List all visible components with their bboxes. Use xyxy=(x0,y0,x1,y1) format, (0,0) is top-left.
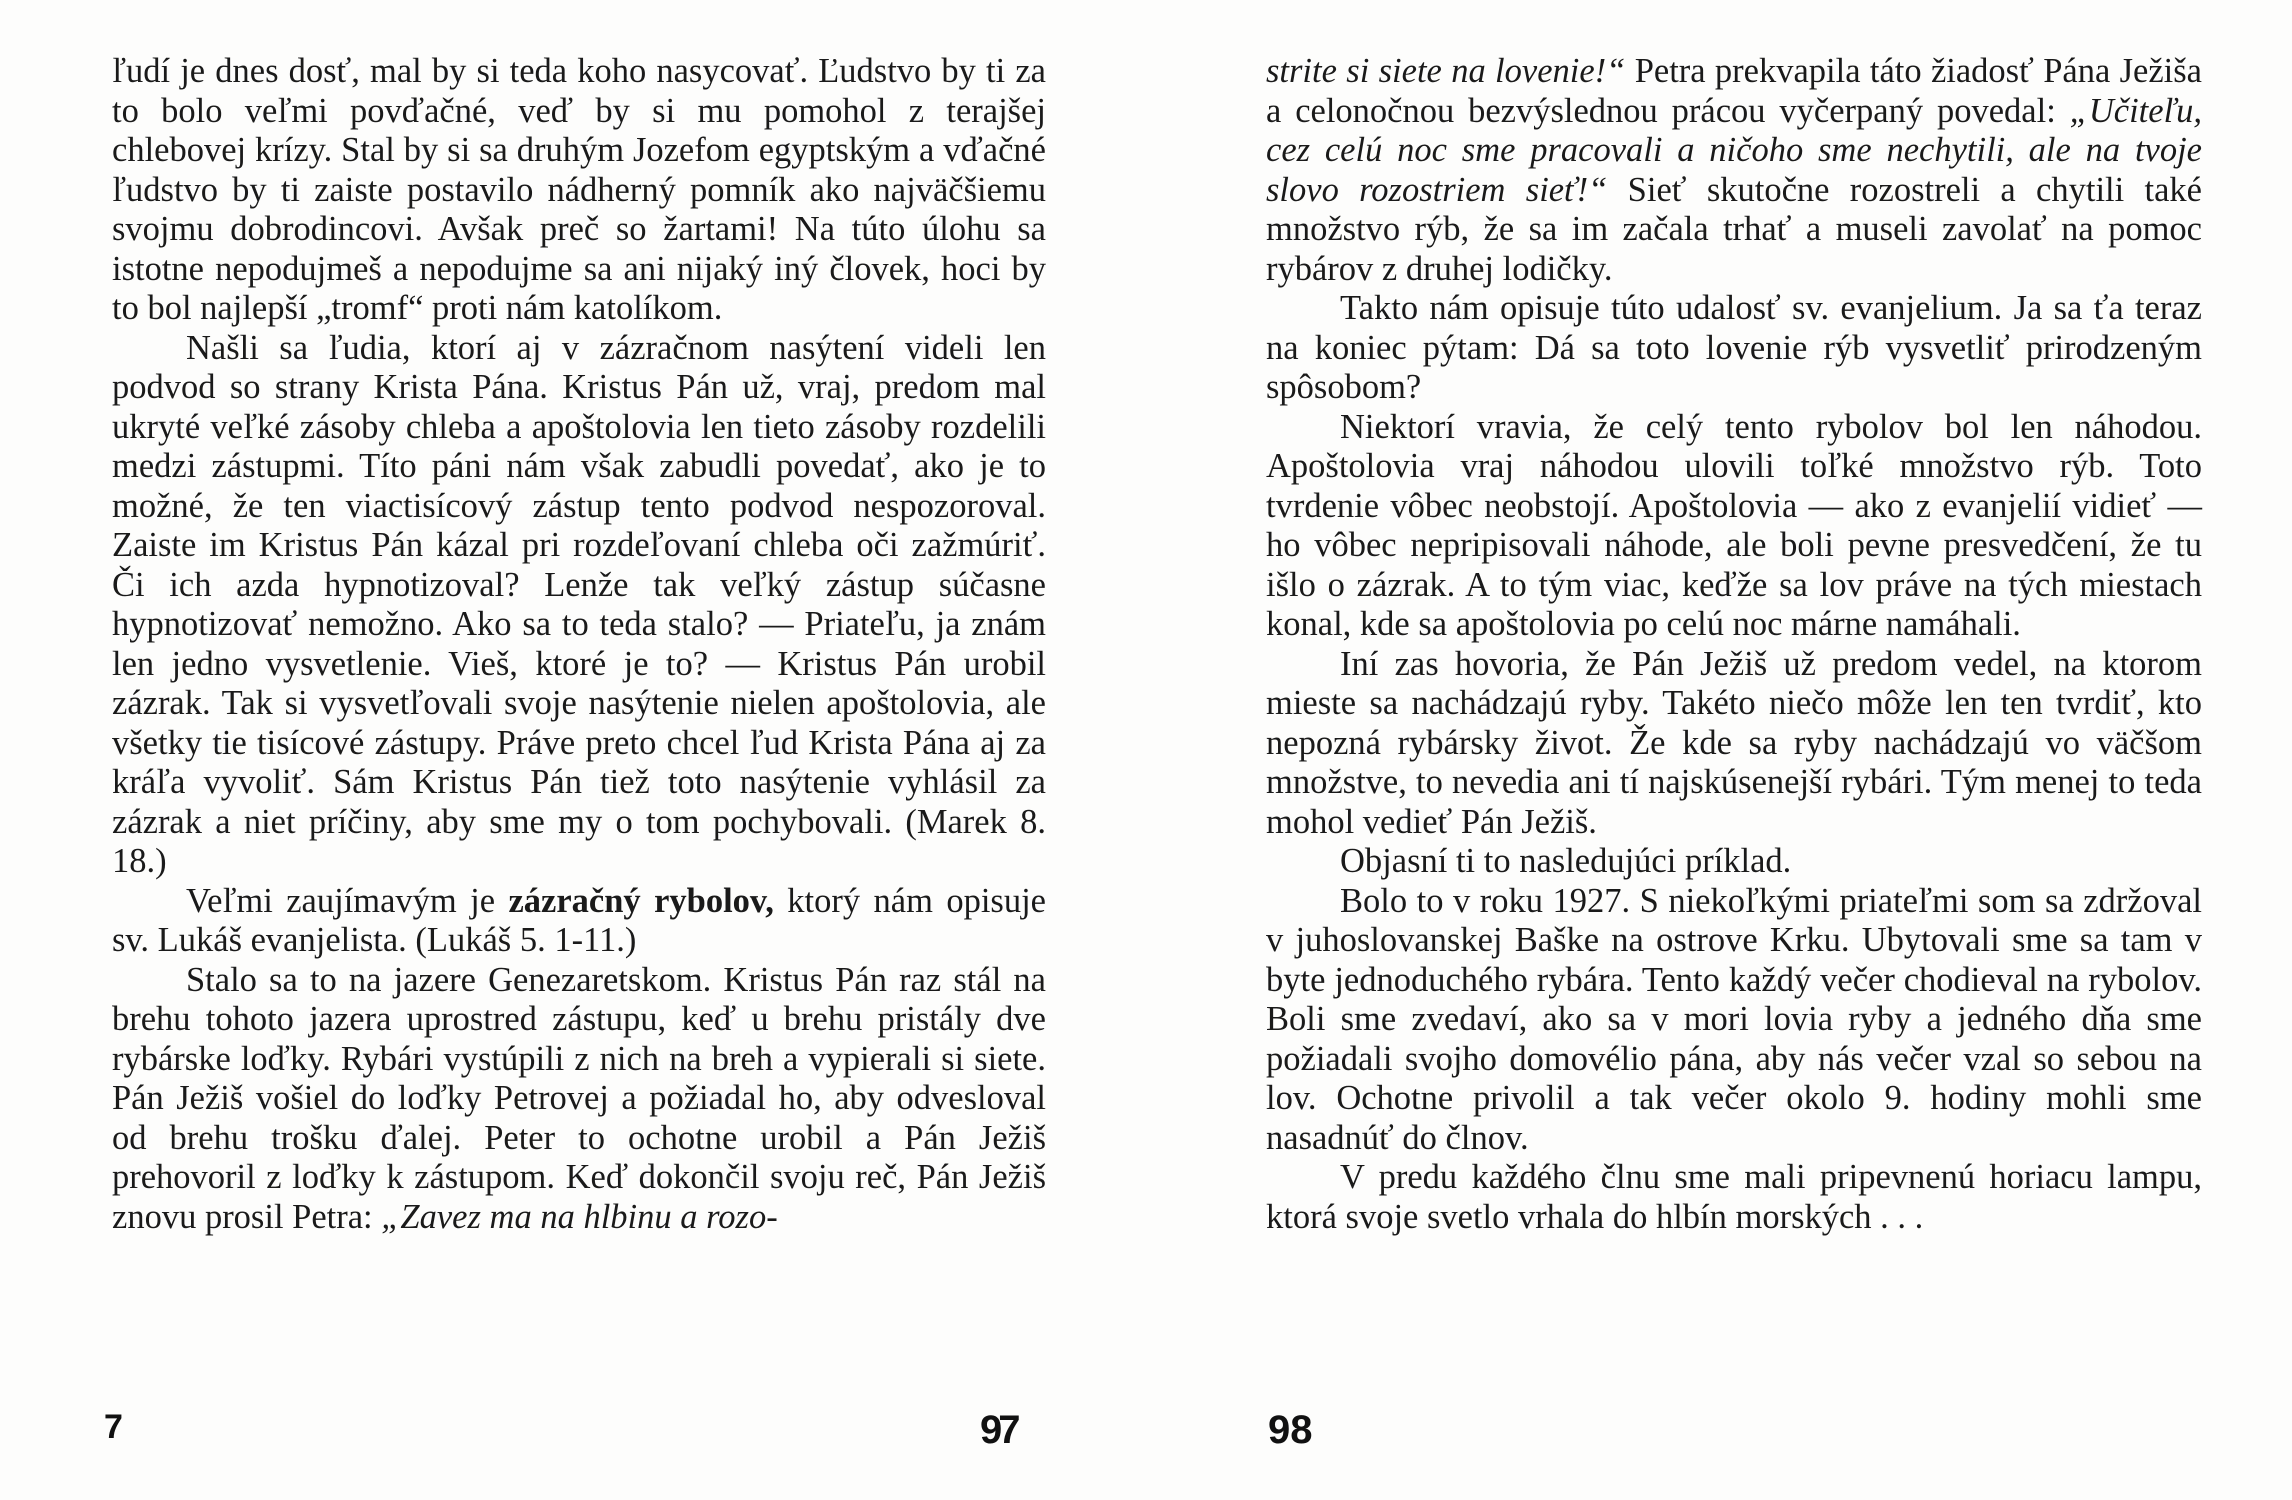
right-page xyxy=(1146,0,2292,1500)
quote: „Zavez ma na hlbinu a rozo- xyxy=(381,1197,778,1236)
right-page-text xyxy=(1266,52,2202,1237)
paragraph: Iní zas hovoria, že Pán Ježiš už predom vedel, na ktorom mieste sa nachádzajú ryby. Takéto niečo môže len ten tvrdiť, kto nepozná rybársky život. Že kde sa ryby nachádzajú vo väčšom množstve, to nevedia ani tí najskúsenejší rybári. Tým menej to teda mohol vedieť Pán Ježiš. xyxy=(1266,644,2202,841)
paragraph: Bolo to v roku 1927. S niekoľkými priateľmi som sa zdržoval v juhoslovanskej Baške na ostrove Krku. Ubytovali sme sa tam v byte jednoduchého rybára. Tento každý večer chodieval na rybolov. Boli sme zvedaví, ako sa v mori lovia ryby a jedného dňa sme požiadali svojho domovélio pána, aby nás večer vzal so sebou na lov. Ochotne privolil a tak večer okolo 9. hodiny mohli sme nasadnúť do člnov. xyxy=(1266,881,2202,1157)
left-page-text xyxy=(112,52,1046,1237)
paragraph: Objasní ti to nasledujúci príklad. xyxy=(1340,842,1792,880)
page-number: 7 xyxy=(104,1408,123,1446)
bold-term: zázračný rybolov, xyxy=(508,881,774,920)
paragraph: Stalo sa to na jazere Genezaretskom. Kristus Pán raz stál na brehu tohoto jazera uprostred zástupu, keď u brehu pristály dve rybárske loďky. Rybári vystúpili z nich na breh a vypierali si siete. Pán Ježiš vošiel do loďky Petrovej a požiadal ho, aby odvesloval od brehu trošku ďalej. Peter to ochotne urobil a Pán Ježiš prehovoril z loďky k zástupom. Keď dokončil svoju reč, Pán Ježiš znovu prosil Petra: „Zavez ma na hlbinu a rozo- xyxy=(112,960,1046,1236)
paragraph: Takto nám opisuje túto udalosť sv. evanjelium. Ja sa ťa teraz na koniec pýtam: Dá sa toto lovenie rýb vysvetliť prirodzeným spôsobom? xyxy=(1266,289,2202,406)
paragraph: V predu každého člnu sme mali pripevnenú horiacu lampu, ktorá svoje svetlo vrhala do hlbín morských . . . xyxy=(1266,1158,2202,1236)
quote: strite si siete na lovenie!“ xyxy=(1266,52,1626,90)
quote: „Učiteľu, cez celú noc sme pracovali a ničoho sme nechytili, ale na tvoje slovo rozostriem sieť!“ xyxy=(1266,91,2202,209)
page-number: 98 xyxy=(1268,1408,1313,1452)
paragraph: Našli sa ľudia, ktorí aj v zázračnom nasýtení videli len podvod so strany Krista Pána. Kristus Pán už, vraj, predom mal ukryté veľké zásoby chleba a apoštolovia len tieto zásoby rozdelili medzi zástupmi. Títo páni nám však zabudli povedať, ako je to možné, že ten viactisícový zástup tento podvod nespozoroval. Zaiste im Kristus Pán kázal pri rozdeľovaní chleba oči zažmúriť. Či ich azda hypnotizoval? Lenže tak veľký zástup súčasne hypnotizovať nemožno. Ako sa to teda stalo? — Priateľu, ja znám len jedno vysvetlenie. Vieš, ktoré je to? — Kristus Pán urobil zázrak. Tak si vysvetľovali svoje nasýtenie nielen apoštolovia, ale všetky tie tisícové zástupy. Práve preto chcel ľud Krista Pána aj za kráľa vyvoliť. Sám Kristus Pán tiež toto nasýtenie vyhlásil za zázrak a niet príčiny, aby sme my o tom pochybovali. (Marek 8. 18.) xyxy=(112,328,1046,880)
signature-mark: 97 xyxy=(980,1408,1017,1452)
paragraph: Niektorí vravia, že celý tento rybolov bol len náhodou. Apoštolovia vraj náhodou ulovili toľké množstvo rýb. Toto tvrdenie vôbec neobstojí. Apoštolovia — ako z evanjelií vidieť — ho vôbec nepripisovali náhode, ale boli pevne presvedčení, že tu išlo o zázrak. A to tým viac, keďže sa lov práve na tých miestach konal, kde sa apoštolovia po celú noc márne namáhali. xyxy=(1266,407,2202,643)
paragraph: ľudí je dnes dosť, mal by si teda koho nasycovať. Ľudstvo by ti za to bolo veľmi povďačné, veď by si mu pomohol z terajšej chlebovej krízy. Stal by si sa druhým Jozefom egyptským a vďačné ľudstvo by ti zaiste postavilo nádherný pomník ako najväčšiemu svojmu dobrodincovi. Avšak preč so žartami! Na túto úlohu sa istotne nepodujmeš a nepodujme sa ani nijaký iný človek, hoci by to bol najlepší „tromf“ proti nám katolíkom. xyxy=(112,52,1046,327)
paragraph: strite si siete na lovenie!“ Petra prekvapila táto žiadosť Pána Ježiša a celonočnou bezvýslednou prácou vyčerpaný povedal: „Učiteľu, cez celú noc sme pracovali a ničoho sme nechytili, ale na tvoje slovo rozostriem sieť!“ Sieť skutočne rozostreli a chytili také množstvo rýb, že sa im začala trhať a museli zavolať na pomoc rybárov z druhej lodičky. xyxy=(1266,52,2202,288)
paragraph: Veľmi zaujímavým je zázračný rybolov, ktorý nám opisuje sv. Lukáš evanjelista. (Lukáš 5. 1-11.) xyxy=(112,881,1046,959)
